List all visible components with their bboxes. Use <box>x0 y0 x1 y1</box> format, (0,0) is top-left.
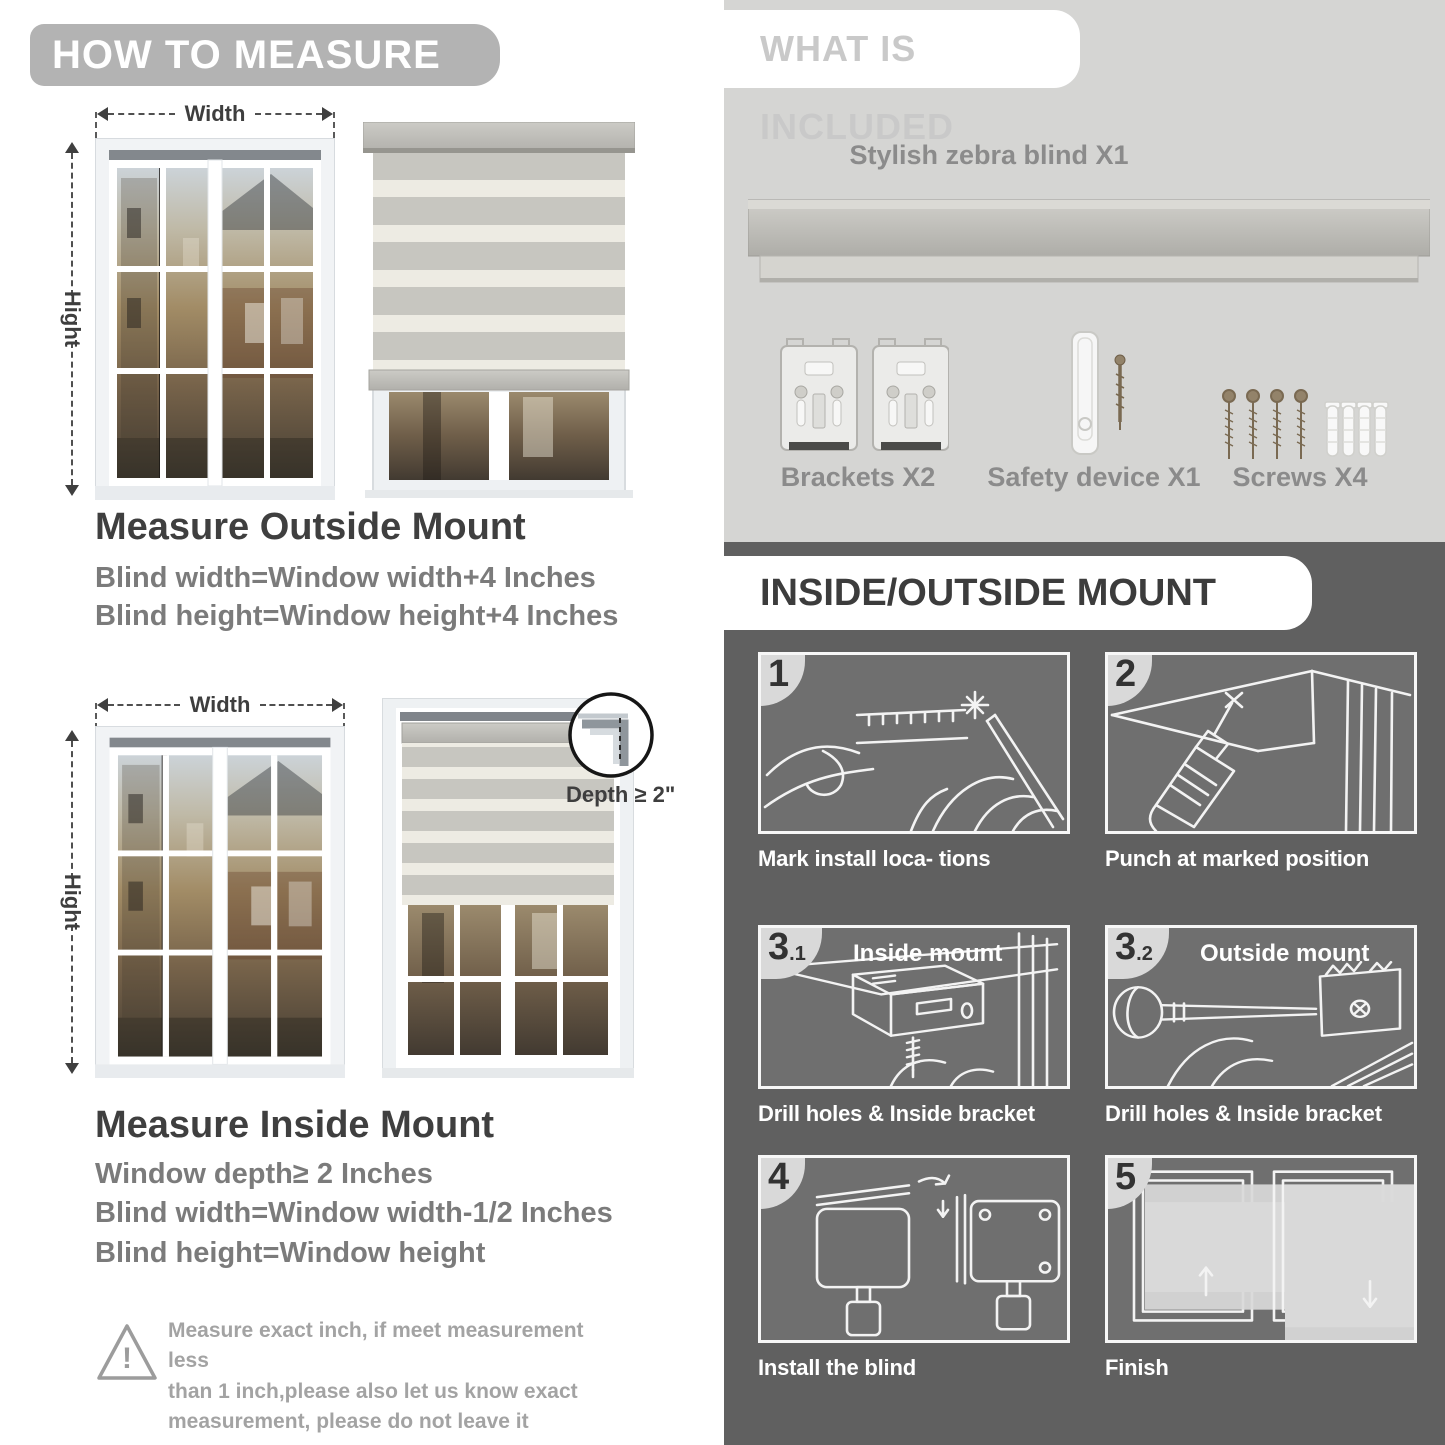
step-badge: 3 .1 <box>760 927 822 979</box>
step-caption: Install the blind <box>758 1355 916 1380</box>
width-arrow-inside <box>95 694 345 716</box>
height-label: Hight <box>60 873 86 931</box>
height-arrow-inside <box>60 730 84 1074</box>
howto-header-label: HOW TO MEASURE <box>52 33 441 77</box>
height-label: Hight <box>60 290 86 348</box>
step-4 <box>758 1155 1070 1381</box>
step-badge: 3 .2 <box>1107 927 1169 979</box>
step-caption: Drill holes & Inside bracket <box>1105 1101 1382 1126</box>
mark-locations-illustration <box>761 655 1067 831</box>
arrow-left-icon <box>97 107 108 121</box>
arrow-left-icon <box>97 698 108 712</box>
width-label: Width <box>184 101 246 126</box>
drill-illustration <box>1108 655 1414 831</box>
item-label-screws: Screws X4 <box>1232 462 1368 492</box>
step-caption: Mark install loca- tions <box>758 846 991 871</box>
finish-illustration <box>1108 1158 1414 1340</box>
depth-magnifier-icon <box>566 690 656 780</box>
window-photo-outside <box>95 138 335 500</box>
step-3-2 <box>1105 925 1417 1127</box>
warning-text: Measure exact inch, if meet measurement less than 1 inch,please also let us know exact measurement, please do not leave it <box>168 1319 584 1434</box>
zebra-blind-photo-outside <box>363 122 635 500</box>
arrow-down-icon <box>65 1063 79 1074</box>
step-caption: Punch at marked position <box>1105 846 1370 871</box>
included-header: WHAT IS INCLUDED <box>724 10 1080 88</box>
step-2 <box>1105 652 1417 872</box>
screws-illustration <box>1219 386 1389 471</box>
step-badge: 5 <box>1107 1157 1152 1209</box>
arrow-right-icon <box>322 107 333 121</box>
inside-mount-line1: Window depth≥ 2 Inches <box>95 1158 433 1190</box>
included-panel <box>724 0 1445 542</box>
arrow-up-icon <box>65 142 79 153</box>
product-label: Stylish zebra blind X1 <box>849 140 1129 170</box>
inside-mount-line2: Blind width=Window width-1/2 Inches <box>95 1197 613 1229</box>
howto-header <box>30 24 500 86</box>
install-blind-illustration <box>761 1158 1067 1340</box>
step-caption: Drill holes & Inside bracket <box>758 1101 1035 1126</box>
step-panel-title: Inside mount <box>853 940 1003 967</box>
inside-mount-title: Measure Inside Mount <box>95 1104 495 1146</box>
mount-panel <box>724 542 1445 1445</box>
safety-device-illustration <box>1054 330 1144 465</box>
mount-header: INSIDE/OUTSIDE MOUNT <box>724 556 1312 630</box>
step-badge: 4 <box>760 1157 805 1209</box>
step-badge: 2 <box>1107 654 1152 706</box>
width-label: Width <box>189 692 251 717</box>
step-1 <box>758 652 1070 872</box>
depth-label: Depth ≥ 2" <box>566 782 676 807</box>
warning-glyph: ! <box>122 1342 132 1375</box>
window-photo-inside <box>95 726 345 1078</box>
width-arrow-outside <box>95 103 335 125</box>
step-3-1 <box>758 925 1070 1127</box>
step-5 <box>1105 1155 1417 1381</box>
item-label-brackets: Brackets X2 <box>780 462 936 492</box>
arrow-right-icon <box>332 698 343 712</box>
outside-mount-line1: Blind width=Window width+4 Inches <box>95 562 596 594</box>
item-label-safety-device: Safety device X1 <box>987 462 1201 492</box>
step-caption: Finish <box>1105 1355 1169 1380</box>
height-arrow-outside <box>60 142 84 496</box>
step-panel-title: Outside mount <box>1200 940 1370 967</box>
outside-mount-line2: Blind height=Window height+4 Inches <box>95 600 619 632</box>
brackets-illustration <box>779 336 949 461</box>
arrow-down-icon <box>65 485 79 496</box>
warning-triangle-icon <box>95 1320 159 1390</box>
outside-mount-title: Measure Outside Mount <box>95 506 526 548</box>
step-badge: 1 <box>760 654 805 706</box>
blind-headrail-illustration <box>748 198 1430 288</box>
arrow-up-icon <box>65 730 79 741</box>
inside-mount-line3: Blind height=Window height <box>95 1237 486 1269</box>
